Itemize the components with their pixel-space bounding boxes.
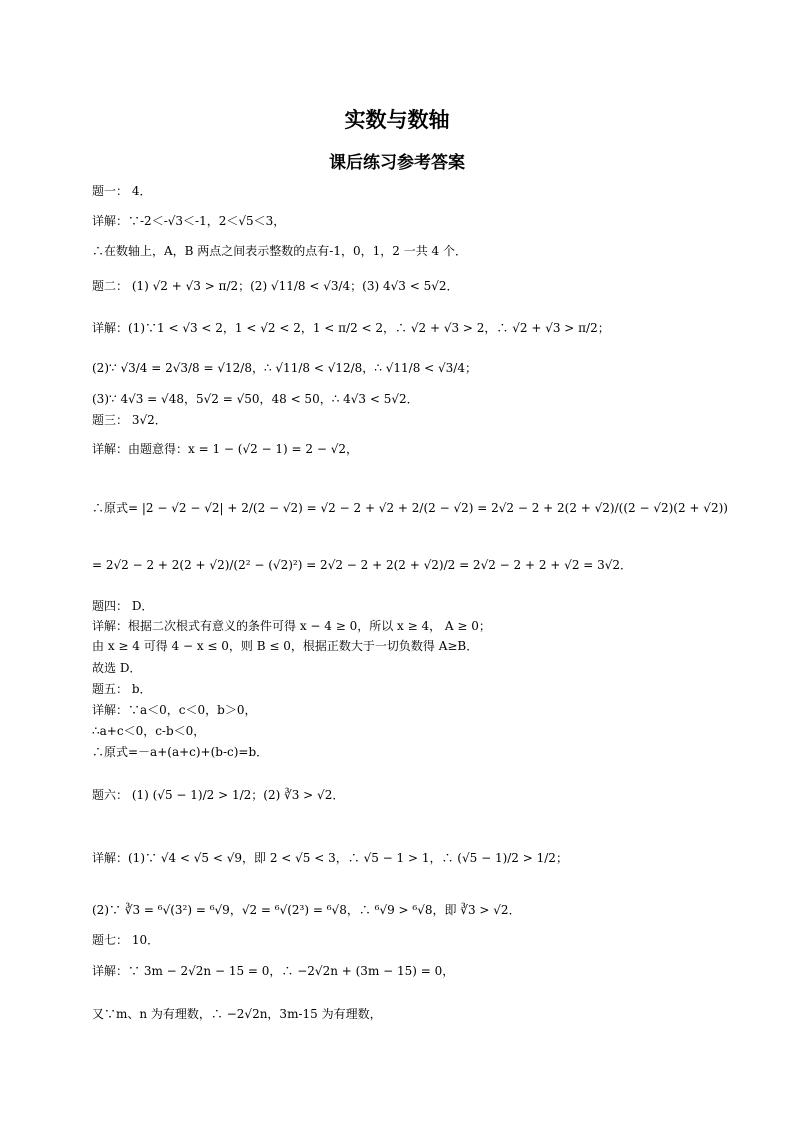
document-subtitle: 课后练习参考答案: [329, 153, 465, 173]
question-2-explanation-1: 详解：(1)∵1 < √3 < 2，1 < √2 < 2，1 < π/2 < 2，∴ √2 + √3 > 2，∴ √2 + √3 > π/2；: [92, 321, 610, 335]
question-7-explanation-1: 详解：∵ 3m − 2√2n − 15 = 0，∴ −2√2n + (3m − 15) = 0，: [92, 964, 455, 978]
question-4-explanation-2: 由 x ≥ 4 可得 4 − x ≤ 0，则 B ≤ 0，根据正数大于一切负数得 A≥B．: [92, 639, 479, 653]
question-2-explanation-2: (2)∵ √3/4 = 2√3/8 = √12/8，∴ √11/8 < √12/8，∴ √11/8 < √3/4；: [92, 361, 477, 375]
question-6-explanation-2: (2)∵ ∛3 = ⁶√(3²) = ⁶√9，√2 = ⁶√(2³) = ⁶√8，∴ ⁶√9 > ⁶√8，即 ∛3 > √2．: [92, 903, 521, 917]
question-1-explanation: 详解：∵-2＜-√3＜-1，2＜√5＜3，: [92, 214, 286, 228]
question-1-answer: 题一： 4．: [92, 184, 152, 198]
question-5-answer: 题五： b．: [92, 682, 152, 696]
question-5-explanation-2: ∴a+c＜0，c-b＜0，: [92, 724, 206, 738]
question-4-answer: 题四： D．: [92, 599, 154, 613]
question-2-answer: 题二： (1) √2 + √3 > π/2；(2) √11/8 < √3/4；(3) 4√3 < 5√2．: [92, 279, 459, 293]
question-3-expression-1: ∴原式= |2 − √2 − √2| + 2/(2 − √2) = √2 − 2 + √2 + 2/(2 − √2) = 2√2 − 2 + 2(2 + √2)/((2 − √2)(2 + √2)): [92, 501, 728, 515]
question-6-explanation-1: 详解：(1)∵ √4 < √5 < √9，即 2 < √5 < 3，∴ √5 − 1 > 1，∴ (√5 − 1)/2 > 1/2；: [92, 851, 568, 865]
question-7-answer: 题七： 10．: [92, 933, 160, 947]
question-4-choice: 故选 D．: [92, 661, 142, 675]
question-1-conclusion: ∴在数轴上，A，B 两点之间表示整数的点有-1，0，1，2 一共 4 个．: [92, 244, 467, 258]
question-3-answer: 题三： 3√2．: [92, 413, 167, 427]
question-6-answer: 题六： (1) (√5 − 1)/2 > 1/2；(2) ∛3 > √2．: [92, 788, 345, 802]
question-3-expression-2: = 2√2 − 2 + 2(2 + √2)/(2² − (√2)²) = 2√2 − 2 + 2(2 + √2)/2 = 2√2 − 2 + 2 + √2 = 3√2．: [92, 558, 633, 572]
question-5-explanation-1: 详解：∵a＜0，c＜0，b＞0，: [92, 703, 257, 717]
question-5-explanation-3: ∴原式=－a+(a+c)+(b-c)=b．: [92, 745, 269, 759]
question-7-explanation-2: 又∵m、n 为有理数，∴ −2√2n，3m-15 为有理数，: [92, 1007, 382, 1021]
document-title: 实数与数轴: [344, 108, 450, 132]
question-3-explanation: 详解：由题意得：x = 1 − (√2 − 1) = 2 − √2，: [92, 442, 359, 456]
question-4-explanation-1: 详解：根据二次根式有意义的条件可得 x − 4 ≥ 0，所以 x ≥ 4， A ≥ 0；: [92, 619, 491, 633]
question-2-explanation-3: (3)∵ 4√3 = √48，5√2 = √50，48 < 50，∴ 4√3 < 5√2．: [92, 392, 419, 406]
